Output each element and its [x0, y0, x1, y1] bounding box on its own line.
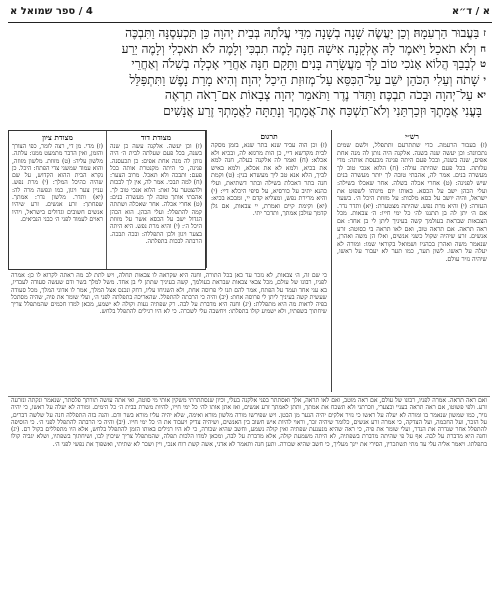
bottom-commentary-text: ואם ראה תראה. אמרה לפניו, רבונו של עולם, אם ראה מוטב, ואם לאו תראה, אלך ואסתתר בפני אלקנה בעלי, וכיון שנסתתרתי משקין אותי מי סוטה, ואי אתה עושה תורתך פלסתר, שנאמר ונקתה ונזרעה זרע. ולפי פשוטו, אם ראה תראה בעניי ובצערי, וזכרתני ולא תשכח את אמתך, ותתן לאמתך זרע אנשים, ואז אתן אותו לה׳ כל ימי חייו, להיות משרת בבית ה׳ כל הימים. ומורה לא יעלה על ראשו, כי יהיה נזיר, כמו שמשון שנאמר בו ומורה לא יעלה על ראשו כי נזיר אלקים יהיה הנער מן הבטן. ויש שפירשו מורה מלשון מורא ואימה, שלא יהיה עליו מורא בשר ודם. והנה בזה התפללה חנה על שלשה דברים, על הזכר, ועל החכמה, ועל הצדקה, כי אמרה זרע אנשים, כלומר שיהיה זכר, וראוי להיות איש חשוב בין האנשים, ושיהיה צדיק ויעבוד את ה׳ כל ימי חייו. (יב) והיה כי הרבתה להתפלל לפני ה׳. כי הוסיפה להתפלל אחר שנדרה את הנדר, ועלי שומר את פיה, כי ראה שהיא מנענעת שפתיה ואין קולה נשמע, וחשב שהיא שכורה, כי לא היו רגילים באותו הזמן להתפלל בלחש, אלא היו מתפללים בקול רם. (יג) וחנה היא מדברת על לבה. אף על פי שהיתה מדברת בשפתיה, לא היתה משמעת קולה, אלא מדברת על לבה, ומכאן למדו הלכות תפלה, שהמתפלל צריך שיכוין לבו, ושיחתוך בשפתיו, ושלא יגביה קולו בתפלתו. ויאמר אליה עלי עד מתי תשתכרין, הסירי את יינך מעליך, כי חשב שהיא שכורה. ותען חנה ותאמר לא אדני, אשה קשת רוח אנכי, ויין ושכר לא שתיתי, ואשפוך את נפשי לפני ה׳.: [11, 397, 487, 448]
running-header: [8, 4, 492, 23]
metzudat-david-column: [107, 131, 205, 269]
verse-text: בָּעֳנִי אֲמָתֶךָ וּזְכַרְתַּנִי וְלֹא־תִשְׁכַּח אֶת־אֲמָתֶךָ וְנָתַתָּה לַאֲמָתְךָ זֶרַע אֲנָשִׁים: [163, 103, 482, 118]
verse-text: בַּעֲבוּר הַרְעִמָהּ׃ וְכֵן יַעֲשֶׂה שָׁנָה בְשָׁנָה מִדֵּי עֲלֹתָהּ בְּבֵית יְהוָה כֵּן תַּכְעִסֶנָּה וַתִּבְכֶּה: [125, 26, 480, 40]
verse-number: ט: [479, 59, 486, 71]
metzudat-zion-column: [9, 131, 107, 269]
verse-text: עַל־יְהוָה וּבָכֹה תִבְכֶּה׃ וַתִּדֹּר נֶדֶר וַתֹּאמַר יְהוָה צְבָאוֹת אִם־רָאֹה תִרְאֶה: [164, 88, 473, 103]
main-biblical-text: [14, 26, 486, 126]
metzudat-zion-text: (ז) מדי. מן די, רצה לומר, כפי הצורך והזמן, ואין הדבר מתמעט ממנו: עלתה. מלשון עליה: (ט) מזוזת. מלשון מזוזה, והוא עמוד שמשני צדי הפתח: היכל. כן נקרא הבית ההוא הקדוש, על שם שהיה כהיכל המלך: (י) מרת נפש. עניין צער ויגון, כמו ונפשה מרה לה: (יא) ותדר. מלשון נדר: אמתך. שפחתך: זרע אנשים. זרע שיהיו אנשים חשובים וגדולים בישראל, ויהיו ראוים לעמוד לפני ה׳ כבני הנביאים.: [12, 143, 103, 223]
wide-commentary: [8, 272, 330, 392]
targum-title: תרגום: [260, 132, 278, 141]
metzudot-box: [8, 130, 206, 270]
rashi-title: רש״י: [405, 132, 419, 141]
metzudat-david-text: (ז) וכן יעשה. אלקנה עשה כן שנה בשנה, בכל פעם שעלתה לבית ה׳ היה נותן לה מנה אחת אפים: כן תכעסנה. פנינה, כי היתה מקנטרת אותה בכל פעם: ותבכה ולא תאכל. מרוב הצער: (ח) למה תבכי. אמר לה, אין לך לבכות ולהצטער על זאת: הלוא אנכי טוב לך. אהבתי אותך טובה לך מעשרה בנים: (ט) אחרי אכלה. אחר שאכלה ושתתה קמה להתפלל: ועלי הכהן. הוא הכהן הגדול ישב על הכסא אשר על מזוזת היכל ה׳: (י) והיא מרת נפש. היא היתה בצער ויגון ולכן התפללה: ובכה תבכה. הרבתה לבכות בתפלתה.: [110, 143, 202, 245]
targum-column: [208, 130, 330, 268]
metzudat-david-title: מצודת דוד: [140, 133, 172, 142]
verse-text: לְבָבֵךְ הֲלוֹא אָנֹכִי טוֹב לָךְ מֵעֲשָׂרָה בָּנִים׃ וַתָּקָם חַנָּה אַחֲרֵי אָכְלָה בְשִׁלֹה וְאַחֲרֵי: [131, 57, 476, 72]
rashi-column: [334, 130, 490, 392]
column-divider: [206, 130, 207, 268]
verse-line: [14, 88, 486, 104]
verse-text: וְלֹא תֹאכַל׃ וַיֹּאמֶר לָהּ אֶלְקָנָה אִישָׁהּ חַנָּה לָמֶה תִבְכִּי וְלָמֶה לֹא תֹאכְלִי וְלָמֶה יֵרַע: [121, 41, 477, 56]
targum-text: (ז) וכן הוה עביד שנא בתר שנא, בזמן מסקה לבית מקדשא דיי, כן הות מרגזא לה, ובכיא ולא אכלא: (ח) ואמר לה אלקנה בעלה, חנה למא את בכיא, ולמא לא את אכלא, ולמא באיש לביך, הלא אנא טב ליך מעשרא בנין: (ט) וקמת חנה בתר דאכלת בשילה ובתר דשתיאת, ועלי כהנא יתיב על כורסיא, על סיפי היכלא דיי: (י) והיא מרירת נפש, ומצליא קדם יי, ומבכא בכיא: (יא) וקימת קיים ואמרת, יי צבאות, אם גלן קדמך עולבן אמתך, ותדכר יתי.: [211, 142, 327, 218]
verse-line: [14, 42, 486, 58]
verse-number: ז: [483, 28, 486, 39]
verse-line: [14, 57, 486, 73]
chapter-label: א / ד״א: [451, 6, 490, 17]
verse-line: [14, 26, 486, 42]
verse-number: ח: [480, 43, 486, 55]
verse-number: יא: [476, 90, 486, 102]
page-label: 4 / ספר שמואל א: [10, 6, 93, 17]
metzudat-zion-title: מצודת ציון: [42, 133, 73, 142]
verse-line: [14, 73, 486, 89]
rashi-text: (ז) בעבור הרעמה. כדי שתתרעם ותתפלל, ולשם שמים נתכוונה: וכן יעשה שנה בשנה. אלקנה היה נותן לה מנה אחת אפים, שנה בשנה, ובכל פעם היתה פנינה מכעסת אותה: מדי עלותה. בכל פעם שהיתה עולה: (ח) הלוא אנכי טוב לך מעשרה בנים. אמר לה, אהבתי טובה לך יותר מעשרה בנים שיש לפנינה: (ט) אחרי אכלה בשלה. אחר שאכלו בשילה: ועלי הכהן ישב על הכסא. באותו יום מינוהו לשפוט את ישראל, והיה יושב על כסא מלכות: על מזוזת היכל ה׳. בשער העזרה: (י) והיא מרת נפש. שהיתה מצטערת: (יא) ותדר נדר. אם ה׳ יתן לה בן תתננו לה׳ כל ימי חייו: ה׳ צבאות. מכל הצבאות שבראת בעולמך קשה בעיניך ליתן לי בן אחד: אם ראה תראה. אם תראה טוב, ואם לאו תראה בי כסוטה: זרע אנשים. זרע שיהיה שקול כשני אנשים, ואלו הן משה ואהרן, שנאמר משה ואהרן בכהניו ושמואל בקוראי שמו: ומורה לא יעלה על ראשו. לשון תער, כמו תער לא יעבור על ראשו, שיהיה נזיר עולם.: [337, 142, 487, 263]
verse-number: י: [483, 74, 486, 86]
column-divider: [331, 130, 332, 392]
verse-line: [14, 104, 486, 120]
verse-text: שָׁתֹה וְעֵלִי הַכֹּהֵן יֹשֵׁב עַל־הַכִּסֵּא עַל־מְזוּזַת הֵיכַל יְהוָה׃ וְהִיא מָרַת נָפֶשׁ וַתִּתְפַּלֵּל: [129, 72, 480, 87]
bottom-commentary: [8, 396, 490, 586]
wide-commentary-text: כי שם זה, ה׳ צבאות, לא נזכר עד כאן בכל התורה, וחנה היא שקראה לו צבאות תחלה, ויש לתת לב מה ראתה לקרוא לו כן: אמרה לפניו, רבונו של עולם, מכל צבאי צבאות שבראת בעולמך, קשה בעיניך שתתן לי בן אחד. משל למלך בשר ודם שעשה סעודה לעבדיו, בא עני אחד ועמד על הפתח, אמר להם תנו לי פרוסה אחת, ולא השגיחו עליו, דחק ונכנס אצל המלך, אמר לו אדוני המלך, מכל סעודה שעשית קשה בעיניך ליתן לי פרוסה אחת: (יב) והיה כי הרבתה להתפלל. שהאריכה בתפלתה לפני ה׳, ועלי שומר את פיה, שהיה מסתכל בפיה לראות מה היא מתפללת: (יג) וחנה היא מדברת על לבה. רק שפתיה נעות וקולה לא ישמע, מכאן למדו חכמים שהמתפלל צריך שיחתוך בשפתיו, ולא ישמיע קולו בתפלתו: ויחשבה עלי לשכרה. כי לא היו רגילים להתפלל בלחש.: [11, 272, 327, 316]
